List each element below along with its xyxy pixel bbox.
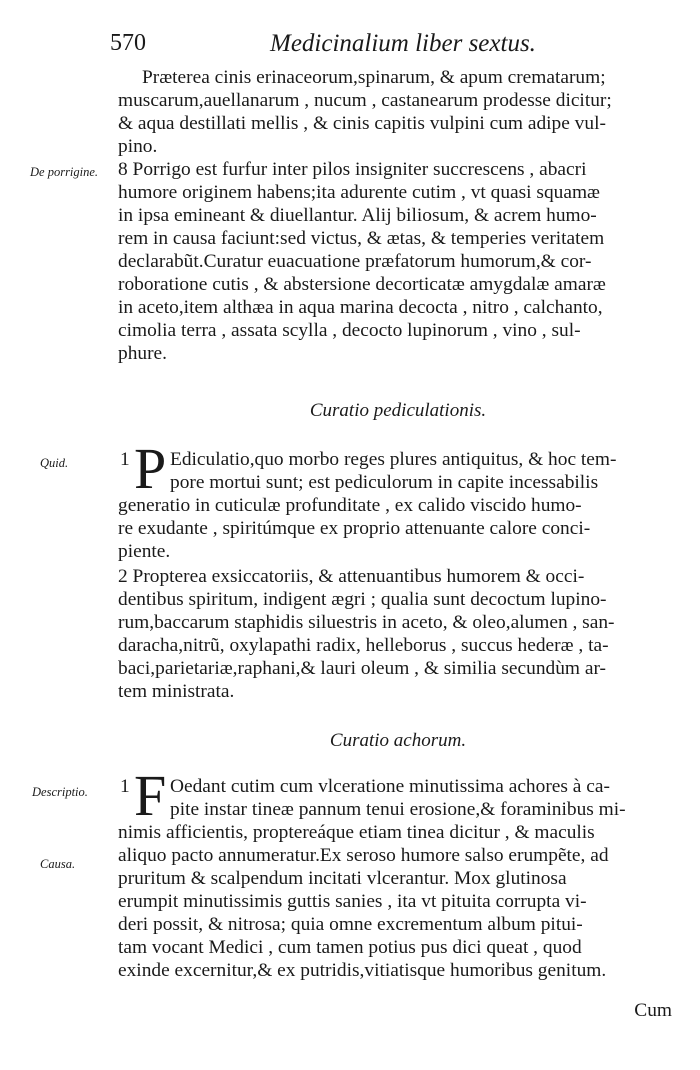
paragraph-block-1	[118, 66, 678, 158]
text-line: aliquo pacto annumeratur.Ex seroso humore salso erumpẽte, ad	[118, 845, 609, 866]
text-line: in ipsa emineant & diuellantur. Alij biliosum, & acrem humo-	[118, 205, 597, 226]
section-title-achorum: Curatio achorum.	[329, 730, 467, 751]
text-line: exinde excernitur,& ex putridis,vitiatisque humoribus genitum.	[118, 960, 607, 981]
drop-cap: F	[134, 763, 167, 828]
margin-note-porrigine: De porrigine.	[30, 165, 99, 179]
margin-note-quid: Quid.	[40, 456, 69, 470]
text-line: daracha,nitrũ, oxylapathi radix, helleborus , succus hederæ , ta-	[118, 635, 609, 656]
text-line: pite instar tineæ pannum tenui erosione,& foraminibus mi-	[170, 799, 626, 820]
page-number: 570	[110, 30, 146, 56]
paragraph-propterea	[118, 565, 678, 703]
text-line: nimis afficientis, proptereáque etiam tinea dicitur , & maculis	[118, 822, 595, 843]
text-line: in aceto,item althæa in aqua marina decocta , nitro , calchanto,	[118, 297, 603, 318]
paragraph-porrigo	[118, 158, 678, 365]
text-line: erumpit minutissimis guttis sanies , ita vt pituita corrupta vi-	[118, 891, 587, 912]
text-line: generatio in cuticulæ profunditate , ex calido viscido humo-	[118, 495, 582, 516]
text-line: pruritum & scalpendum incitati vlcerantur. Mox glutinosa	[118, 868, 567, 889]
text-line: dentibus spiritum, indigent ægri ; qualia sunt decoctum lupino-	[118, 589, 607, 610]
text-line: Oedant cutim cum vlceratione minutissima achores à ca-	[170, 776, 610, 797]
text-line: Præterea cinis erinaceorum,spinarum, & apum crematarum;	[142, 67, 606, 88]
text-line: humore originem habens;ita adurente cutim , vt quasi squamæ	[118, 182, 600, 203]
paragraph-number: 1	[120, 449, 130, 470]
paragraph-pediculatio	[118, 436, 678, 563]
text-line: re exudante , spiritúmque ex proprio attenuante calore conci-	[118, 518, 591, 539]
text-line: Ediculatio,quo morbo reges plures antiquitus, & hoc tem-	[170, 449, 617, 470]
drop-cap: P	[134, 436, 167, 501]
text-line: rem in causa faciunt:sed victus, & ætas, & temperies veritatem	[118, 228, 605, 249]
text-line: & aqua destillati mellis , & cinis capitis vulpini cum adipe vul-	[118, 113, 606, 134]
text-line: deri possit, & nitrosa; quia omne excrementum album pitui-	[118, 914, 583, 935]
text-line: phure.	[118, 343, 167, 364]
text-line: roboratione cutis , & abstersione decorticatæ amygdalæ amaræ	[118, 274, 606, 295]
text-line: tem ministrata.	[118, 681, 235, 702]
page-header	[110, 24, 580, 60]
catchword: Cum	[634, 1000, 672, 1021]
text-line: pore mortui sunt; est pediculorum in capite incessabilis	[170, 472, 599, 493]
paragraph-achores	[118, 763, 678, 982]
text-line: baci,parietariæ,raphani,& lauri oleum , & similia secundùm ar-	[118, 658, 606, 679]
running-title: Medicinalium liber sextus.	[270, 30, 536, 57]
text-line: 8 Porrigo est furfur inter pilos insigniter succrescens , abacri	[118, 159, 587, 180]
text-line: pino.	[118, 136, 158, 157]
paragraph-number: 1	[120, 776, 130, 797]
text-line: piente.	[118, 541, 171, 562]
text-line: tam vocant Medici , cum tamen potius pus dici queat , quod	[118, 937, 582, 958]
text-line: rum,baccarum staphidis siluestris in aceto, & oleo,alumen , san-	[118, 612, 615, 633]
margin-note-descriptio: Descriptio.	[32, 785, 88, 799]
text-line: 2 Propterea exsiccatoriis, & attenuantibus humorem & occi-	[118, 566, 585, 587]
margin-note-causa: Causa.	[40, 857, 76, 871]
text-line: declarabũt.Curatur euacuatione præfatorum humorum,& cor-	[118, 251, 592, 272]
section-title-pediculationis: Curatio pediculationis.	[309, 400, 487, 421]
text-line: cimolia terra , assata scylla , decocto lupinorum , vino , sul-	[118, 320, 581, 341]
text-line: muscarum,auellanarum , nucum , castanearum prodesse dicitur;	[118, 90, 612, 111]
